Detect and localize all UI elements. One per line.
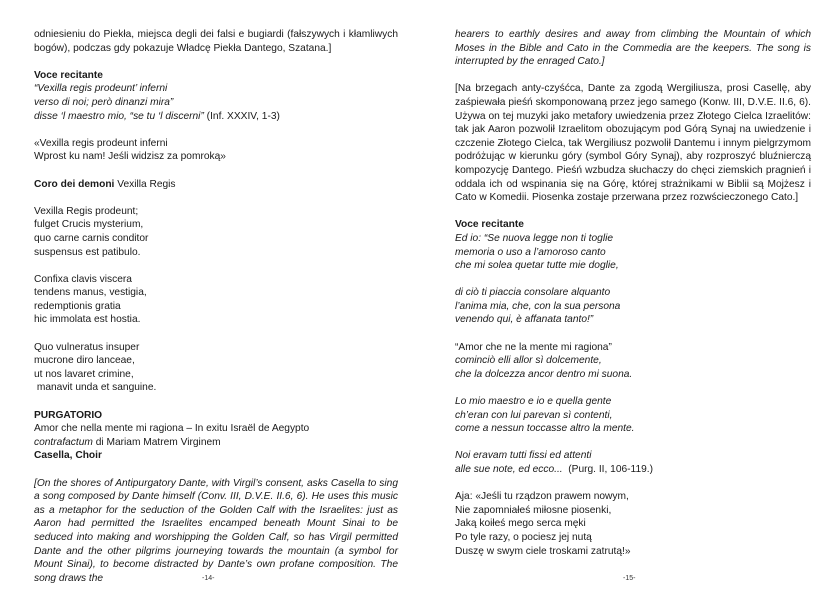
italian-verse-line: “Vexilla regis prodeunt’ inferni xyxy=(34,83,168,95)
italian-verse-line: “Amor che ne la mente mi ragiona” xyxy=(455,341,612,353)
polish-verse-line: «Vexilla regis prodeunt inferni xyxy=(34,137,168,149)
italian-verse-line: cominciò elli allor sì dolcemente, xyxy=(455,355,602,367)
hymn-line: hic immolata est hostia. xyxy=(34,314,141,326)
coro-heading: Coro dei demoni Vexilla Regis xyxy=(34,178,176,190)
english-commentary: [On the shores of Antipurgatory Dante, with Virgil’s consent, asks Casella to sing a song composed by Dante himself (Conv. III, D.V.E. II.6, 6). He uses this music as a metaphor for the seduction of the Golden Calf with the Israelites: just as Aaron had permitted the Israelites encamped beneath Mount Sinai to be seduced into making and worshipping the Golden Calf, so has Virgil permitted Dante and the other pilgrims journeying towards the mountain (a symbol for Mount Sinai), to become distracted by Dante’s own profane composition. The song draws the xyxy=(34,477,398,584)
voce-recitante-heading: Voce recitante xyxy=(34,69,103,81)
intro-paragraph: odniesieniu do Piekła, miejsca degli dei falsi e bugiardi (fałszywych i kłamliwych bogów), podczas gdy pokazuje Władcę Piekła Dantego, Szatana.] xyxy=(34,29,398,54)
hymn-line: quo carne carnis conditor xyxy=(34,232,149,244)
hymn-line: fulget Crucis mysterium, xyxy=(34,219,144,231)
hymn-line: suspensus est patibulo. xyxy=(34,246,141,258)
italian-verse-line: che mi solea quetar tutte mie doglie, xyxy=(455,260,619,272)
italian-verse-line: verso di noi; però dinanzi mira” xyxy=(34,96,174,108)
polish-verse-line: Nie zapomniałeś miłosne piosenki, xyxy=(455,504,612,516)
hymn-line: redemptionis gratia xyxy=(34,300,121,312)
polish-verse-line: Aja: «Jeśli tu rządzon prawem nowym, xyxy=(455,491,629,503)
italian-verse-line: l’anima mia, che, con la sua persona xyxy=(455,300,621,312)
italian-verse-line: venendo qui, è affanata tanto!” xyxy=(455,314,594,326)
italian-verse-line: Noi eravam tutti fissi ed attenti xyxy=(455,450,592,462)
purgatorio-heading: PURGATORIO xyxy=(34,409,103,421)
page-number-right: -15- xyxy=(623,575,636,582)
italian-verse-line: che la dolcezza ancor dentro mi suona. xyxy=(455,368,633,380)
polish-verse-line: Jaką koiłeś mego serca męki xyxy=(455,518,586,530)
right-page xyxy=(455,28,811,558)
polish-commentary: [Na brzegach anty-czyśćca, Dante za zgodą Wergiliusza, prosi Casellę, aby zaśpiewała pieśń skomponowaną przez jego samego (Konw. III, D.V.E. II.6, 6). Używa on tej muzyki jako metafory uwiedzenia przez Złotego Cielca Izraelitów: tak jak Aaron pozwolił Izraelitom obozującym pod Górą Synaj na uwiedzenie i czczenie Złotego Cielca, tak Wergiliusz pozwolił Dantemu i innym pielgrzymom podróżując w kierunku góry (symbol Góry Synaj), aby rozproszyć bluźnierczą kompozycję Dantego. Pieśń wzbudza słuchaczy do chęci ziemskich pragnień i oddala ich od wspinania się na Górę, której strażnikami w Biblii są Mojżesz i Cato w Komedii. Piosenka zostaje przerwana przez rozwścieczonego Cato.] xyxy=(455,83,811,204)
italian-verse-line: alle sue note, ed ecco... (Purg. II, 106-119.) xyxy=(455,464,654,475)
italian-verse-line: Ed io: “Se nuova legge non ti toglie xyxy=(455,232,614,244)
hymn-line: manavit unda et sanguine. xyxy=(34,382,157,394)
hymn-line: mucrone diro lanceae, xyxy=(34,355,135,367)
italian-verse-line: disse ‘l maestro mio, “se tu ‘l discerni” (Inf. XXXIV, 1-3) xyxy=(34,110,280,122)
polish-verse-line: Po tyle razy, o pociesz jej nutą xyxy=(455,531,592,543)
italian-verse-line: di ciò ti piaccia consolare alquanto xyxy=(455,287,611,299)
left-page xyxy=(34,28,398,585)
page-number-left: -14- xyxy=(202,575,215,582)
italian-verse-line: memoria o uso a l’amoroso canto xyxy=(455,246,606,258)
english-commentary-continued: hearers to earthly desires and away from climbing the Mountain of which Moses in the Bible and Cato in the Commedia are the keepers. The song is interrupted by the enraged Cato.] xyxy=(455,29,811,68)
purgatorio-subtitle: Amor che nella mente mi ragiona – In exitu Israël de Aegypto xyxy=(34,423,310,435)
italian-verse-line: Lo mio maestro e io e quella gente xyxy=(455,396,612,408)
contrafactum-line: contrafactum di Mariam Matrem Virginem xyxy=(34,436,221,448)
hymn-line: Quo vulneratus insuper xyxy=(34,341,140,353)
voce-recitante-heading: Voce recitante xyxy=(455,219,524,231)
polish-verse-line: Wprost ku nam! Jeśli widzisz za pomroką» xyxy=(34,151,226,163)
hymn-line: ut nos lavaret crimine, xyxy=(34,368,134,380)
polish-verse-line: Duszę w swym ciele troskami zatrutą!» xyxy=(455,545,631,557)
hymn-line: Confixa clavis viscera xyxy=(34,273,132,285)
italian-verse-line: ch’eran con lui parevan sì contenti, xyxy=(455,409,613,421)
casella-choir-heading: Casella, Choir xyxy=(34,450,102,462)
italian-verse-line: come a nessun toccasse altro la mente. xyxy=(455,423,635,435)
hymn-line: Vexilla Regis prodeunt; xyxy=(34,205,139,217)
hymn-line: tendens manus, vestigia, xyxy=(34,287,147,299)
